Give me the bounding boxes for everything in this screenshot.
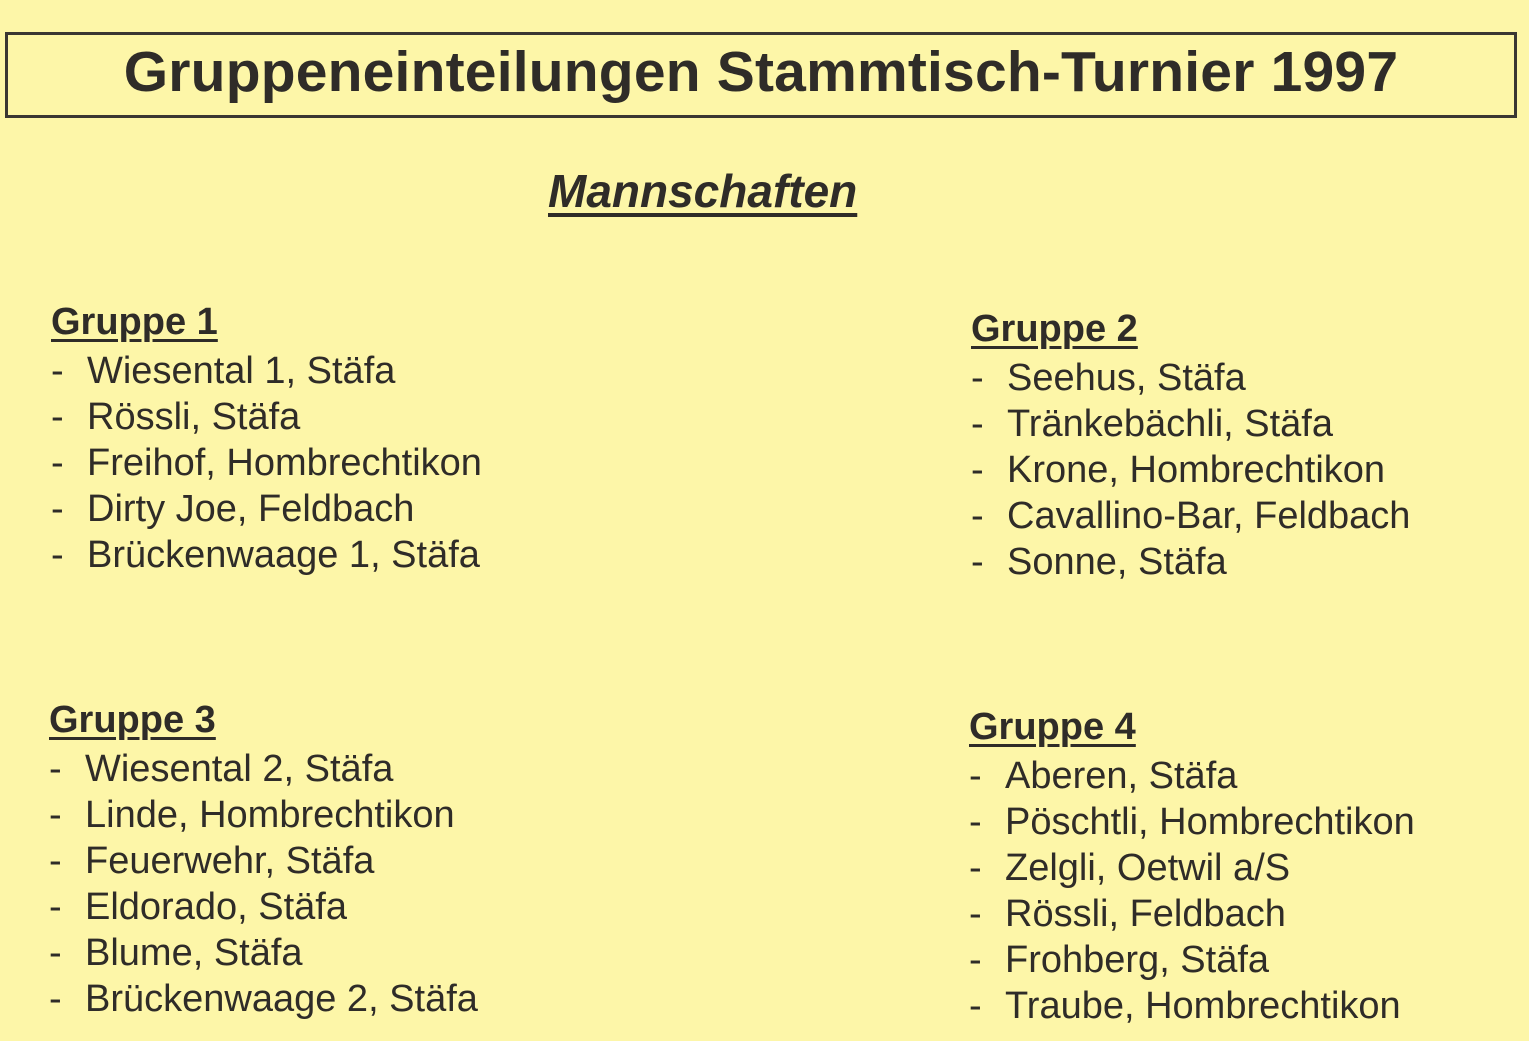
list-item: [49, 884, 478, 930]
team-list: [969, 753, 1415, 1029]
list-item: [969, 891, 1415, 937]
team-list: [51, 348, 482, 578]
bullet-dash: -: [51, 442, 64, 484]
group-heading: Gruppe 4: [969, 706, 1136, 748]
team-name: Pöschtli, Hombrechtikon: [1005, 801, 1415, 843]
title-box: [5, 32, 1517, 118]
list-item: [971, 447, 1410, 493]
bullet-dash: -: [969, 801, 982, 843]
list-item: [971, 493, 1410, 539]
group-1: [51, 300, 482, 578]
list-item: [49, 838, 478, 884]
team-name: Aberen, Stäfa: [1005, 755, 1238, 797]
team-name: Linde, Hombrechtikon: [85, 794, 455, 836]
list-item: [51, 348, 482, 394]
list-item: [971, 401, 1410, 447]
team-name: Rössli, Stäfa: [87, 396, 301, 438]
team-name: Traube, Hombrechtikon: [1005, 985, 1401, 1027]
bullet-dash: -: [971, 449, 984, 491]
team-name: Dirty Joe, Feldbach: [87, 488, 415, 530]
list-item: [51, 440, 482, 486]
team-name: Wiesental 2, Stäfa: [85, 748, 394, 790]
list-item: [969, 983, 1415, 1029]
group-4: [969, 705, 1415, 1029]
bullet-dash: -: [51, 534, 64, 576]
team-list: [49, 746, 478, 1022]
list-item: [49, 930, 478, 976]
group-heading: Gruppe 2: [971, 308, 1138, 350]
group-2: [971, 307, 1410, 585]
bullet-dash: -: [49, 794, 62, 836]
list-item: [49, 976, 478, 1022]
team-name: Krone, Hombrechtikon: [1007, 449, 1386, 491]
list-item: [969, 937, 1415, 983]
list-item: [971, 539, 1410, 585]
list-item: [971, 355, 1410, 401]
bullet-dash: -: [969, 939, 982, 981]
subtitle: Mannschaften: [548, 165, 858, 217]
team-name: Blume, Stäfa: [85, 932, 303, 974]
team-name: Wiesental 1, Stäfa: [87, 350, 396, 392]
bullet-dash: -: [49, 748, 62, 790]
bullet-dash: -: [969, 893, 982, 935]
team-name: Brückenwaage 1, Stäfa: [87, 534, 480, 576]
team-name: Freihof, Hombrechtikon: [87, 442, 482, 484]
bullet-dash: -: [969, 985, 982, 1027]
team-name: Tränkebächli, Stäfa: [1007, 403, 1333, 445]
list-item: [51, 532, 482, 578]
list-item: [969, 845, 1415, 891]
team-name: Zelgli, Oetwil a/S: [1005, 847, 1291, 889]
team-name: Sonne, Stäfa: [1007, 541, 1227, 583]
bullet-dash: -: [49, 886, 62, 928]
page-title: Gruppeneinteilungen Stammtisch-Turnier 1997: [123, 40, 1399, 104]
team-list: [971, 355, 1410, 585]
group-heading: Gruppe 3: [49, 699, 216, 741]
bullet-dash: -: [49, 978, 62, 1020]
list-item: [969, 753, 1415, 799]
bullet-dash: -: [49, 840, 62, 882]
team-name: Rössli, Feldbach: [1005, 893, 1286, 935]
team-name: Cavallino-Bar, Feldbach: [1007, 495, 1411, 537]
group-heading: Gruppe 1: [51, 301, 218, 343]
list-item: [969, 799, 1415, 845]
team-name: Seehus, Stäfa: [1007, 357, 1246, 399]
bullet-dash: -: [971, 403, 984, 445]
list-item: [49, 792, 478, 838]
team-name: Eldorado, Stäfa: [85, 886, 347, 928]
list-item: [51, 394, 482, 440]
bullet-dash: -: [969, 847, 982, 889]
list-item: [51, 486, 482, 532]
bullet-dash: -: [51, 396, 64, 438]
bullet-dash: -: [971, 541, 984, 583]
bullet-dash: -: [969, 755, 982, 797]
bullet-dash: -: [51, 350, 64, 392]
bullet-dash: -: [51, 488, 64, 530]
group-3: [49, 698, 478, 1022]
team-name: Feuerwehr, Stäfa: [85, 840, 375, 882]
bullet-dash: -: [49, 932, 62, 974]
team-name: Frohberg, Stäfa: [1005, 939, 1270, 981]
team-name: Brückenwaage 2, Stäfa: [85, 978, 478, 1020]
list-item: [49, 746, 478, 792]
bullet-dash: -: [971, 357, 984, 399]
bullet-dash: -: [971, 495, 984, 537]
